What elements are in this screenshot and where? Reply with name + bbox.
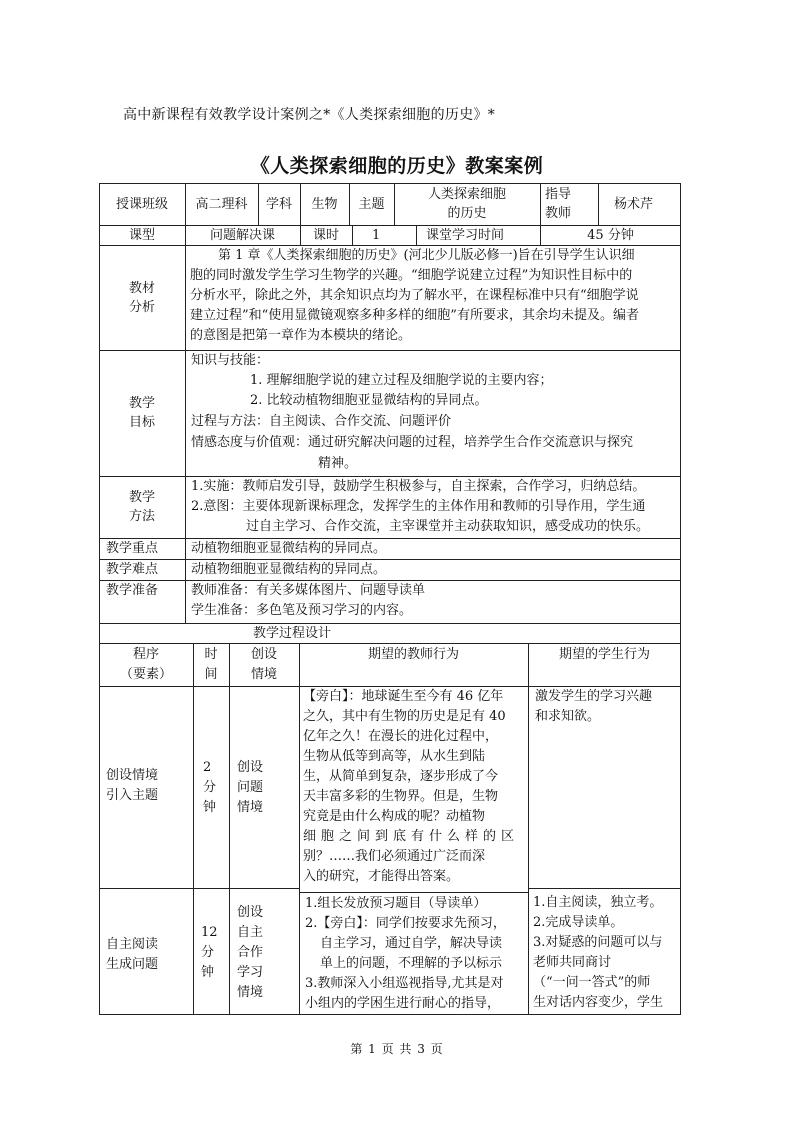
- header-procedure-line-2: （要素）: [119, 667, 172, 682]
- row1-student-line: 和求知欲。: [535, 709, 601, 724]
- goals-line: 知识与技能：: [191, 353, 270, 368]
- table-rule: [185, 245, 186, 623]
- row2-teacher-line: 小组内的学困生进行耐心的指导，: [305, 996, 501, 1011]
- hours-value: 1: [372, 228, 381, 243]
- prep-label: 教学准备: [106, 583, 159, 598]
- analysis-line: 第 1 章《人类探索细胞的历史》(河北少儿版必修一)旨在引导学生认识细: [218, 248, 635, 263]
- table-rule: [229, 643, 230, 1015]
- goals-line: 情感态度与价值观：通过研究解决问题的过程，培养学生合作交流意识与探究: [191, 435, 634, 450]
- analysis-line: 分析水平，除此之外，其余知识点均为了解水平，在课程标准中只有“细胞学说: [190, 288, 639, 303]
- table-rule: [99, 888, 299, 889]
- row2-teacher-line: 单上的问题，不理解的予以标示: [320, 956, 503, 971]
- row2-student-line: 1.自主阅读，独立考。: [533, 895, 663, 910]
- table-rule: [299, 892, 528, 893]
- header-student-behavior: 期望的学生行为: [558, 647, 650, 662]
- analysis-line: 的意图是把第一章作为本模块的绪论。: [190, 328, 412, 343]
- prep-student: 学生准备：多色笔及预习学习的内容。: [191, 603, 413, 618]
- row1-create: 问题: [237, 780, 264, 795]
- process-section-title: 教学过程设计: [253, 626, 332, 641]
- page-footer: 第 1 页 共 3 页: [350, 1042, 444, 1056]
- row2-student-line: 2.完成导读单。: [533, 915, 624, 930]
- row1-teacher-line: 之久，其中有生物的历史是足有 40: [303, 709, 506, 724]
- difficulty-label: 教学难点: [106, 562, 159, 577]
- header-teacher-behavior: 期望的教师行为: [367, 647, 459, 662]
- methods-line: 过自主学习、合作交流，主宰课堂并主动获取知识，感受成功的快乐。: [246, 519, 650, 534]
- goals-line: 1. 理解细胞学说的建立过程及细胞学说的主要内容；: [250, 373, 553, 388]
- prep-teacher: 教师准备：有关多媒体图片、问题导读单: [191, 583, 426, 598]
- analysis-label-line-1: 教材: [128, 281, 155, 296]
- type-label: 课型: [128, 228, 155, 243]
- row2-student-line: （“一问一答式”的师: [533, 975, 651, 990]
- row2-procedure-line-2: 生成问题: [106, 957, 159, 972]
- row1-teacher-line: 细胞之间到底有什么样的区: [303, 829, 520, 844]
- row2-teacher-line: 1.组长发放预习题目（导读单）: [305, 896, 487, 911]
- teacher-value: 杨术芹: [614, 197, 654, 212]
- row1-teacher-line: 别？……我们必须通过广泛而深: [303, 849, 486, 864]
- row2-create: 创设: [237, 905, 264, 920]
- row2-create: 情境: [237, 985, 264, 1000]
- row2-teacher-line: 2.【旁白】：同学们按要求先预习，: [305, 916, 506, 931]
- key-point-value: 动植物细胞亚显微结构的异同点。: [191, 541, 387, 556]
- analysis-line: 建立过程”和“使用显微镜观察多种多样的细胞”有所要求，其余均未提及。编者: [190, 308, 639, 323]
- goals-label-line-1: 教学: [128, 396, 155, 411]
- table-rule: [99, 350, 681, 351]
- table-rule: [99, 538, 681, 539]
- topic-value-line-2: 的历史: [447, 206, 487, 221]
- row2-teacher-line: 3.教师深入小组巡视指导,尤其是对: [305, 976, 504, 991]
- row2-create: 学习: [237, 965, 264, 980]
- subject-value: 生物: [311, 197, 338, 212]
- row1-student-line: 激发学生的学习兴趣: [535, 689, 653, 704]
- row1-teacher-line: 【旁白】：地球诞生至今有 46 亿年: [303, 689, 504, 704]
- row1-teacher-line: 天丰富多彩的生物界。但是，生物: [303, 789, 499, 804]
- teacher-label-line-2: 教师: [545, 206, 572, 221]
- table-rule: [99, 559, 681, 560]
- table-rule: [416, 225, 417, 245]
- row1-create: 情境: [237, 800, 264, 815]
- row2-create: 合作: [237, 945, 264, 960]
- class-label: 授课班级: [115, 197, 168, 212]
- methods-label-line-1: 教学: [128, 490, 155, 505]
- header-procedure-line-1: 程序: [132, 647, 159, 662]
- difficulty-value: 动植物细胞亚显微结构的异同点。: [191, 562, 387, 577]
- row1-teacher-line: 生，从简单到复杂，逐步形成了今: [303, 769, 499, 784]
- methods-line: 1.实施：教师启发引导，鼓励学生积极参与，自主探索，合作学习，归纳总结。: [191, 479, 646, 494]
- class-time-label: 课堂学习时间: [426, 228, 505, 243]
- row1-time: 2: [203, 760, 212, 775]
- row1-teacher-line: 生物从低等到高等，从水生到陆: [303, 749, 486, 764]
- subject-label: 学科: [265, 197, 292, 212]
- table-rule: [540, 183, 541, 225]
- row1-time: 分: [203, 780, 217, 795]
- row2-time: 钟: [201, 965, 215, 980]
- row2-time: 分: [201, 945, 215, 960]
- row2-student-line: 老师共同商讨: [533, 955, 612, 970]
- row2-teacher-line: 自主学习，通过自学，解决导读: [320, 936, 503, 951]
- header-create-line-1: 创设: [250, 647, 277, 662]
- table-rule: [193, 643, 194, 1015]
- header-time-line-1: 时: [204, 647, 218, 662]
- table-rule: [528, 888, 681, 889]
- row1-create: 创设: [237, 760, 264, 775]
- row1-teacher-line: 入的研究，才能得出答案。: [303, 869, 460, 884]
- table-rule: [352, 225, 353, 245]
- document-title: 《人类探索细胞的历史》教案案例: [250, 155, 544, 177]
- goals-line: 过程与方法：自主阅读、合作交流、问题评价: [191, 414, 452, 429]
- row1-procedure-line-1: 创设情境: [106, 768, 159, 783]
- table-rule: [528, 643, 529, 1015]
- hours-label: 课时: [312, 228, 339, 243]
- table-rule: [299, 643, 300, 1015]
- row2-time: 12: [201, 925, 218, 940]
- type-value: 问题解决课: [209, 228, 275, 243]
- analysis-line: 胞的同时激发学生学习生物学的兴趣。“细胞学说建立过程”为知识性目标中的: [190, 268, 633, 283]
- row1-procedure-line-2: 引入主题: [106, 788, 159, 803]
- row2-student-line: 生对话内容变少，学生: [533, 995, 664, 1010]
- row2-create: 自主: [237, 925, 264, 940]
- row1-time: 钟: [203, 800, 217, 815]
- key-point-label: 教学重点: [106, 541, 159, 556]
- goals-line: 精神。: [318, 456, 358, 471]
- table-rule: [598, 183, 599, 225]
- header-create-line-2: 情境: [250, 667, 277, 682]
- analysis-label-line-2: 分析: [128, 300, 155, 315]
- class-value: 高二理科: [195, 197, 248, 212]
- row1-teacher-line: 亿年之久！在漫长的进化过程中，: [303, 729, 499, 744]
- topic-value-line-1: 人类探索细胞: [427, 187, 506, 202]
- document-header: 高中新课程有效教学设计案例之*《人类探索细胞的历史》*: [123, 107, 496, 123]
- table-rule: [99, 643, 681, 644]
- row2-procedure-line-1: 自主阅读: [106, 937, 159, 952]
- topic-label: 主题: [358, 197, 385, 212]
- row1-teacher-line: 究竟是由什么构成的呢？动植物: [303, 809, 486, 824]
- goals-label-line-2: 目标: [128, 415, 155, 430]
- table-rule: [99, 623, 681, 624]
- goals-line: 2. 比较动植物细胞亚显微结构的异同点。: [250, 393, 488, 408]
- methods-label-line-2: 方法: [128, 509, 155, 524]
- teacher-label-line-1: 指导: [545, 187, 572, 202]
- class-time-value: 45 分钟: [587, 228, 634, 243]
- methods-line: 2.意图：主要体现新课标理念，发挥学生的主体作用和教师的引导作用，学生通: [191, 499, 646, 514]
- row2-student-line: 3.对疑惑的问题可以与: [533, 935, 663, 950]
- header-time-line-2: 间: [204, 667, 218, 682]
